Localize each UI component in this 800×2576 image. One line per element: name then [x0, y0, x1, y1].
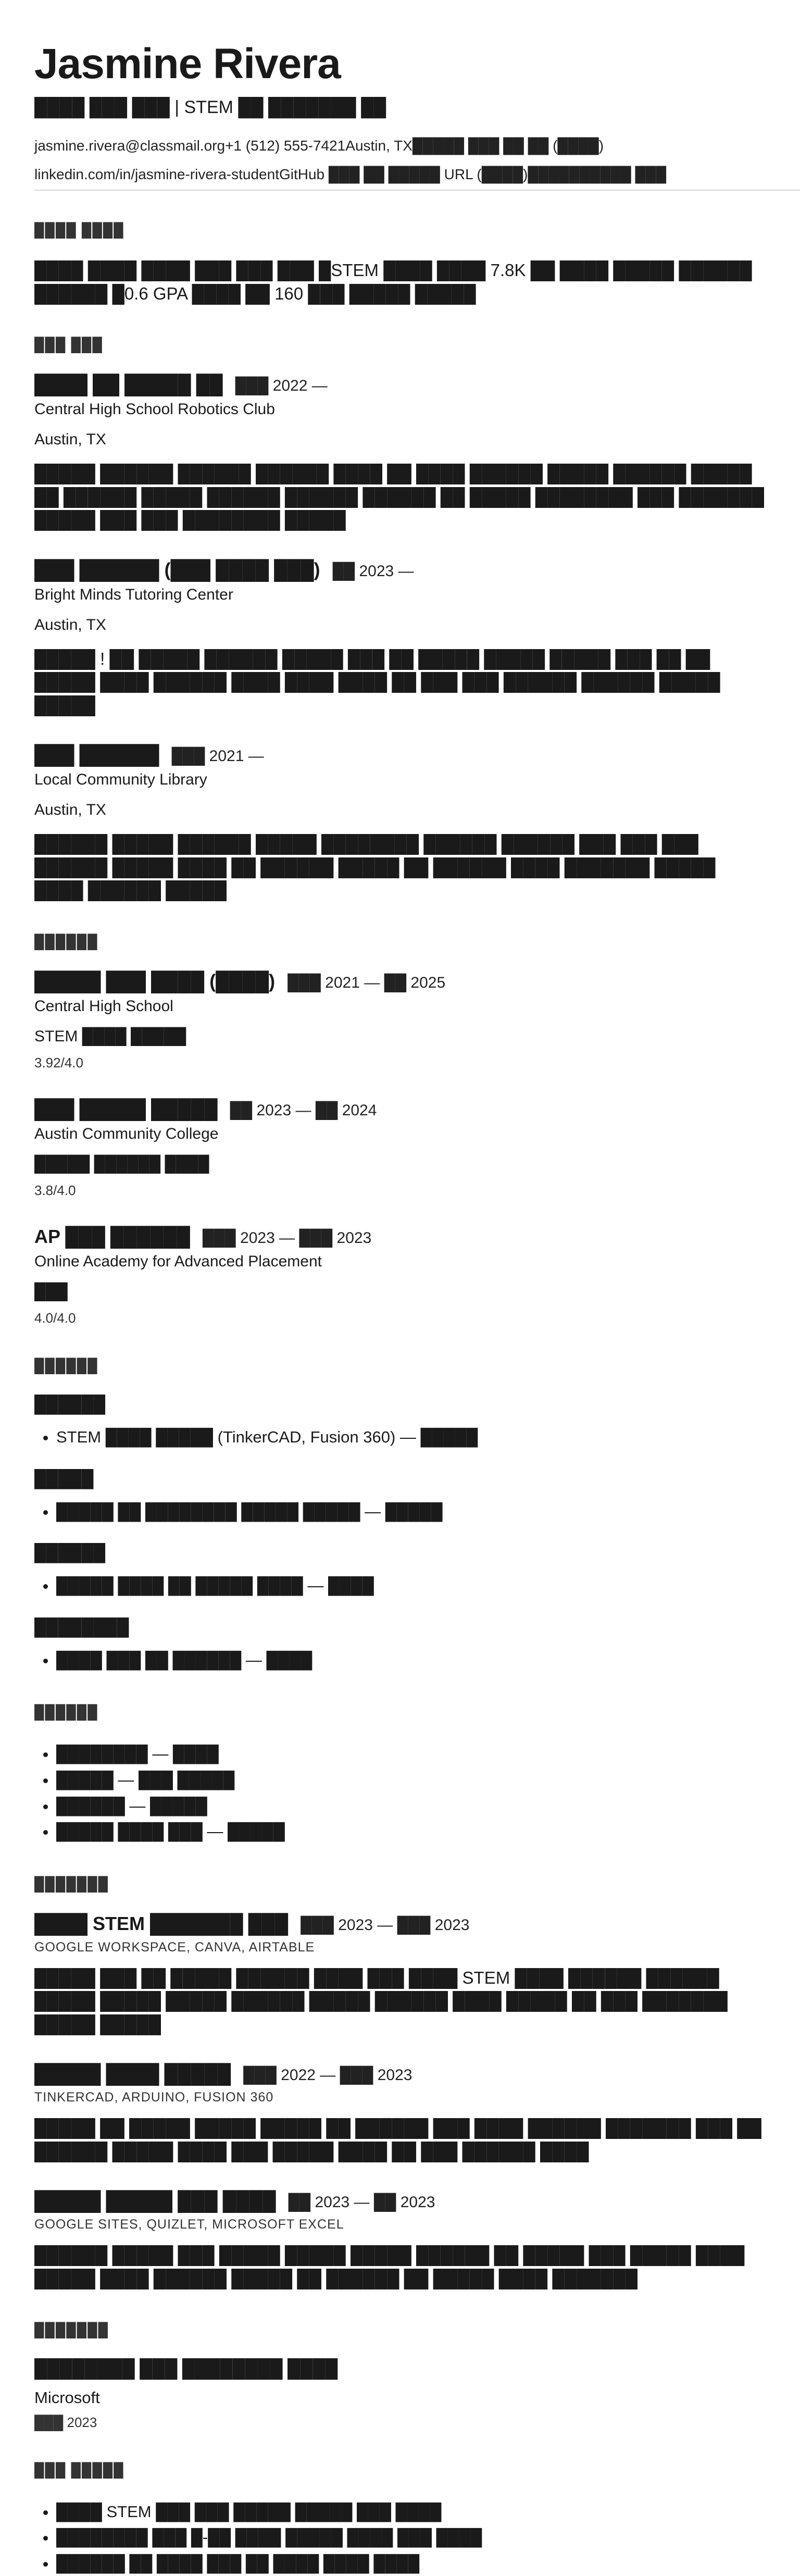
skill-group [34, 1543, 766, 1599]
skill-list [34, 1424, 766, 1450]
project-entry [34, 1913, 766, 2036]
experience-entry [34, 559, 766, 717]
entry-header [34, 2063, 766, 2085]
job-location: Austin, TX [34, 801, 106, 819]
project-description: █████ ██ █████ █████ █████ ██ ██████ ███ ████ ██████ ███████ ███ ██ ██████ █████ ████ ███ █████ ████ ██ ███ ██████ ████ [34, 2118, 761, 2161]
section-title-summary: ████ ████ [34, 221, 124, 238]
portfolio-link[interactable]: ██████████ ███ [528, 166, 667, 183]
entry-header [34, 970, 766, 992]
skill-group-title: ██████ [34, 1395, 106, 1413]
school-name: Austin Community College [34, 1125, 219, 1142]
header-divider [34, 190, 800, 191]
contact-email[interactable]: jasmine.rivera@classmail.org [34, 137, 226, 154]
project-title: █████ █████ ███ ████ [34, 2190, 276, 2212]
education-section [34, 934, 766, 1326]
project-dates: ███ 2023 — ███ 2023 [301, 1916, 470, 1934]
entry-header [34, 744, 766, 766]
contact-line-primary [34, 137, 766, 155]
job-dates: ███ 2022 — [235, 377, 328, 395]
degree-title: █████ ███ ████ (████) [34, 970, 276, 992]
section-title-certifications: ███████ [34, 2321, 109, 2337]
field-of-study: STEM ████ █████ [34, 1028, 186, 1045]
skill-list [34, 1573, 766, 1599]
section-title-languages: ██████ [34, 1704, 98, 1720]
interest-item: • ████ STEM ███ ███ █████ █████ ███ ████ [56, 2499, 766, 2525]
linkedin-link[interactable]: linkedin.com/in/jasmine-rivera-student [34, 166, 279, 183]
project-title: ████ STEM ███████ ███ [34, 1912, 289, 1934]
school-name: Online Academy for Advanced Placement [34, 1253, 322, 1270]
contact-line-links [34, 166, 766, 183]
job-title: ███ ██████ [34, 744, 159, 766]
project-technologies: GOOGLE SITES, QUIZLET, MICROSOFT EXCEL [34, 2217, 344, 2232]
github-link[interactable]: GitHub ███ ██ █████ URL (████) [279, 166, 528, 183]
skill-group [34, 1469, 766, 1525]
field-of-study: ███ [34, 1283, 68, 1300]
interest-item: • ██████ ██ ████ ███ ██ ████ ████ ████ [56, 2550, 766, 2576]
certification-entry [34, 2359, 766, 2431]
education-dates: ███ 2021 — ██ 2025 [288, 974, 446, 991]
skill-item: • STEM ████ █████ (TinkerCAD, Fusion 360) — █████ [56, 1424, 766, 1450]
section-title-experience: ███ ███ [34, 337, 103, 353]
skill-group-title: █████ [34, 1469, 94, 1488]
project-description: █████ ███ ██ █████ ██████ ████ ███ ████ STEM ████ ██████ ██████ █████ █████ █████ ██████ █████ ██████ ████ █████ ██ ███ ███████ █████ █████ [34, 1968, 728, 2034]
skill-list [34, 1647, 766, 1673]
language-item: • ████████ — ████ [56, 1741, 766, 1767]
education-entry [34, 1226, 766, 1326]
headline: ████ ███ ███ | STEM ██ ███████ ██ [34, 97, 386, 117]
job-description: █████ ! ██ █████ ██████ █████ ███ ██ █████ █████ █████ ███ ██ ██ █████ ████ ██████ ████ ████ ████ ██ ███ ███ ██████ ██████ █████ █████ [34, 649, 720, 715]
education-entry [34, 1098, 766, 1199]
skills-section [34, 1358, 766, 1673]
skill-group-title: ████████ [34, 1617, 129, 1636]
education-dates: ██ 2023 — ██ 2024 [230, 1102, 377, 1119]
job-dates: ███ 2021 — [171, 748, 264, 765]
education-dates: ███ 2023 — ███ 2023 [202, 1229, 372, 1247]
language-item: • ██████ — █████ [56, 1793, 766, 1819]
job-organization: Bright Minds Tutoring Center [34, 586, 233, 603]
entry-header [34, 2190, 766, 2212]
interests-section [34, 2462, 766, 2576]
job-dates: ██ 2023 — [332, 562, 414, 580]
degree-title: ███ █████ █████ [34, 1098, 218, 1119]
degree-title: AP ███ ██████ [34, 1226, 190, 1247]
skill-item: • █████ ██ ████████ █████ █████ — █████ [56, 1499, 766, 1525]
school-name: Central High School [34, 998, 173, 1015]
contact-location: Austin, TX [345, 137, 413, 154]
certification-name: ████████ ███ ████████ ████ [34, 2358, 338, 2379]
skill-group-title: ██████ [34, 1543, 106, 1562]
field-of-study: █████ ██████ ████ [34, 1155, 209, 1173]
entry-header [34, 374, 766, 395]
certification-date: ███ 2023 [34, 2414, 97, 2430]
gpa: 3.8/4.0 [34, 1183, 76, 1198]
candidate-name: Jasmine Rivera [34, 40, 341, 88]
certification-issuer: Microsoft [34, 2388, 100, 2407]
job-title: ███ ██████ (███ ████ ███) [34, 558, 320, 580]
resume-header [34, 40, 766, 191]
job-title: ████ ██ █████ ██ [34, 374, 223, 395]
entry-header [34, 1226, 766, 1248]
job-organization: Local Community Library [34, 771, 207, 789]
interest-item: • ████████ ███ █-██ ████ █████ ████ ███ ████ [56, 2524, 766, 2550]
project-description: ██████ █████ ███ █████ █████ █████ ██████ ██ █████ ███ █████ ████ █████ ████ ██████ █████ ██ ██████ ██ █████ ████ ███████ [34, 2245, 745, 2288]
project-title: █████ ████ █████ [34, 2063, 231, 2085]
job-location: Austin, TX [34, 616, 106, 633]
job-description: █████ ██████ ██████ ██████ ████ ██ ████ ██████ █████ ██████ █████ ██ ██████ █████ ██████ ██████ ██████ ██ █████ ████████ ███ ███████ █████ ███ ███ ████████ █████ [34, 464, 764, 530]
entry-header [34, 1098, 766, 1120]
certifications-section [34, 2322, 766, 2431]
summary-section [34, 222, 766, 305]
gpa: 3.92/4.0 [34, 1055, 83, 1071]
interest-list [34, 2499, 766, 2576]
project-technologies: GOOGLE WORKSPACE, CANVA, AIRTABLE [34, 1939, 315, 1955]
section-title-skills: ██████ [34, 1358, 98, 1373]
skill-group [34, 1395, 766, 1450]
skill-item: • ████ ███ ██ ██████ — ████ [56, 1647, 766, 1673]
experience-entry [34, 374, 766, 532]
contact-phone[interactable]: +1 (512) 555-7421 [225, 137, 346, 154]
summary-text: ████ ████ ████ ███ ███ ███ █STEM ████ ████ 7.8K ██ ████ █████ ██████ ██████ █0.6 GPA ████ ██ 160 ███ █████ █████ [34, 260, 752, 303]
project-dates: ███ 2022 — ███ 2023 [243, 2067, 413, 2084]
project-technologies: TINKERCAD, ARDUINO, FUSION 360 [34, 2090, 274, 2105]
job-location: Austin, TX [34, 431, 106, 449]
contact-availability: █████ ███ ██ ██ (████) [412, 137, 604, 154]
skill-list [34, 1499, 766, 1525]
projects-section [34, 1876, 766, 2291]
gpa: 4.0/4.0 [34, 1310, 76, 1326]
project-entry [34, 2063, 766, 2163]
section-title-projects: ███████ [34, 1875, 109, 1891]
project-entry [34, 2190, 766, 2290]
experience-section [34, 337, 766, 902]
experience-entry [34, 744, 766, 902]
language-item: • █████ ████ ███ — █████ [56, 1819, 766, 1845]
entry-header [34, 1913, 766, 1935]
section-title-interests: ███ █████ [34, 2461, 124, 2478]
languages-section [34, 1704, 766, 1844]
section-title-education: ██████ [34, 934, 98, 949]
skill-item: • █████ ████ ██ █████ ████ — ████ [56, 1573, 766, 1599]
language-item: • █████ — ███ █████ [56, 1767, 766, 1793]
education-entry [34, 970, 766, 1071]
job-organization: Central High School Robotics Club [34, 401, 275, 418]
project-dates: ██ 2023 — ██ 2023 [288, 2194, 435, 2211]
job-description: ██████ █████ ██████ █████ ████████ ██████ ██████ ███ ███ ███ ██████ █████ ████ ██ ██████ █████ ██ ██████ ████ ███████ █████ ████ ██████ █████ [34, 834, 716, 900]
entry-header [34, 559, 766, 581]
language-list [34, 1741, 766, 1844]
skill-group [34, 1617, 766, 1673]
